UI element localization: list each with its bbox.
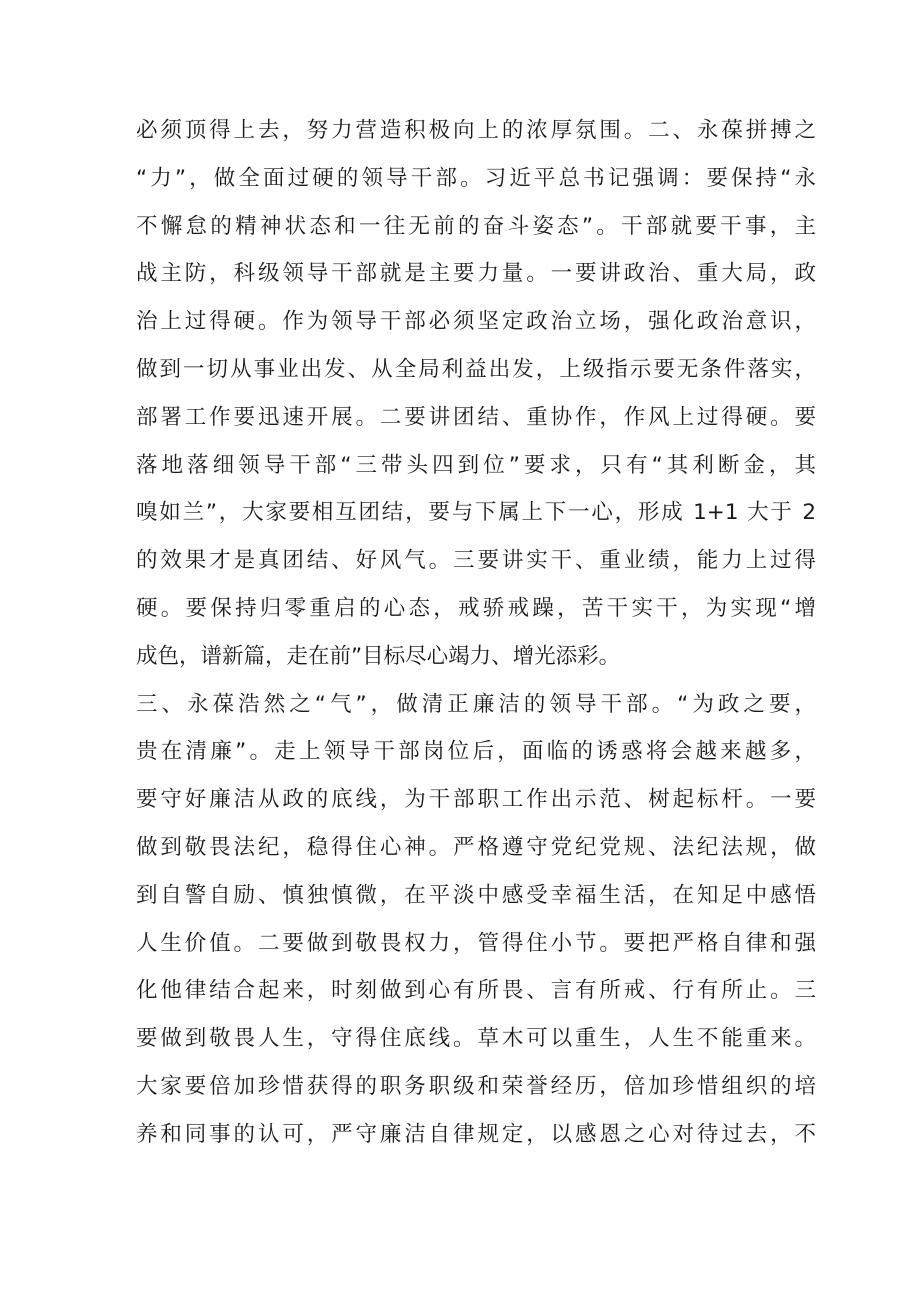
text-line: 要守好廉洁从政的底线，为干部职工作出示范、树起标杆。一要	[136, 787, 816, 813]
text-line: “力”，做全面过硬的领导干部。习近平总书记强调：要保持“永	[136, 165, 816, 191]
text-line: 要做到敬畏人生，守得住底线。草木可以重生，人生不能重来。	[136, 1026, 816, 1052]
text-line: 化他律结合起来，时刻做到心有所畏、言有所戒、行有所止。三	[136, 978, 816, 1004]
text-line: 贵在清廉”。走上领导干部岗位后，面临的诱惑将会越来越多，	[136, 739, 816, 765]
section-three-heading-line: 三、永葆浩然之“气”，做清正廉洁的领导干部。“为政之要，	[136, 691, 816, 717]
text-line: 大家要倍加珍惜获得的职务职级和荣誉经历，倍加珍惜组织的培	[136, 1073, 816, 1099]
text-line: 人生价值。二要做到敬畏权力，管得住小节。要把严格自律和强	[136, 930, 816, 956]
text-line: 嗅如兰”，大家要相互团结，要与下属上下一心，形成 1+1 大于 2	[136, 500, 816, 526]
body-text	[136, 107, 816, 1159]
text-line: 必须顶得上去，努力营造积极向上的浓厚氛围。二、永葆拼搏之	[136, 118, 816, 143]
text-line: 到自警自励、慎独慎微，在平淡中感受幸福生活，在知足中感悟	[136, 882, 816, 908]
text-line: 做到一切从事业出发、从全局利益出发，上级指示要无条件落实，	[136, 356, 816, 382]
text-line: 硬。要保持归零重启的心态，戒骄戒躁，苦干实干，为实现“增	[136, 595, 816, 621]
text-line: 落地落细领导干部“三带头四到位”要求，只有“其利断金，其	[136, 452, 816, 478]
text-line: 治上过得硬。作为领导干部必须坚定政治立场，强化政治意识，	[136, 309, 816, 335]
text-line: 成色，谱新篇，走在前”目标尽心竭力、增光添彩。	[136, 643, 621, 669]
text-line: 的效果才是真团结、好风气。三要讲实干、重业绩，能力上过得	[136, 548, 816, 574]
text-line: 战主防，科级领导干部就是主要力量。一要讲政治、重大局，政	[136, 261, 816, 287]
text-line: 做到敬畏法纪，稳得住心神。严格遵守党纪党规、法纪法规，做	[136, 834, 816, 860]
text-line: 部署工作要迅速开展。二要讲团结、重协作，作风上过得硬。要	[136, 404, 816, 430]
text-line: 养和同事的认可，严守廉洁自律规定，以感恩之心对待过去，不	[136, 1121, 816, 1147]
text-line: 不懈怠的精神状态和一往无前的奋斗姿态”。干部就要干事，主	[136, 213, 816, 239]
